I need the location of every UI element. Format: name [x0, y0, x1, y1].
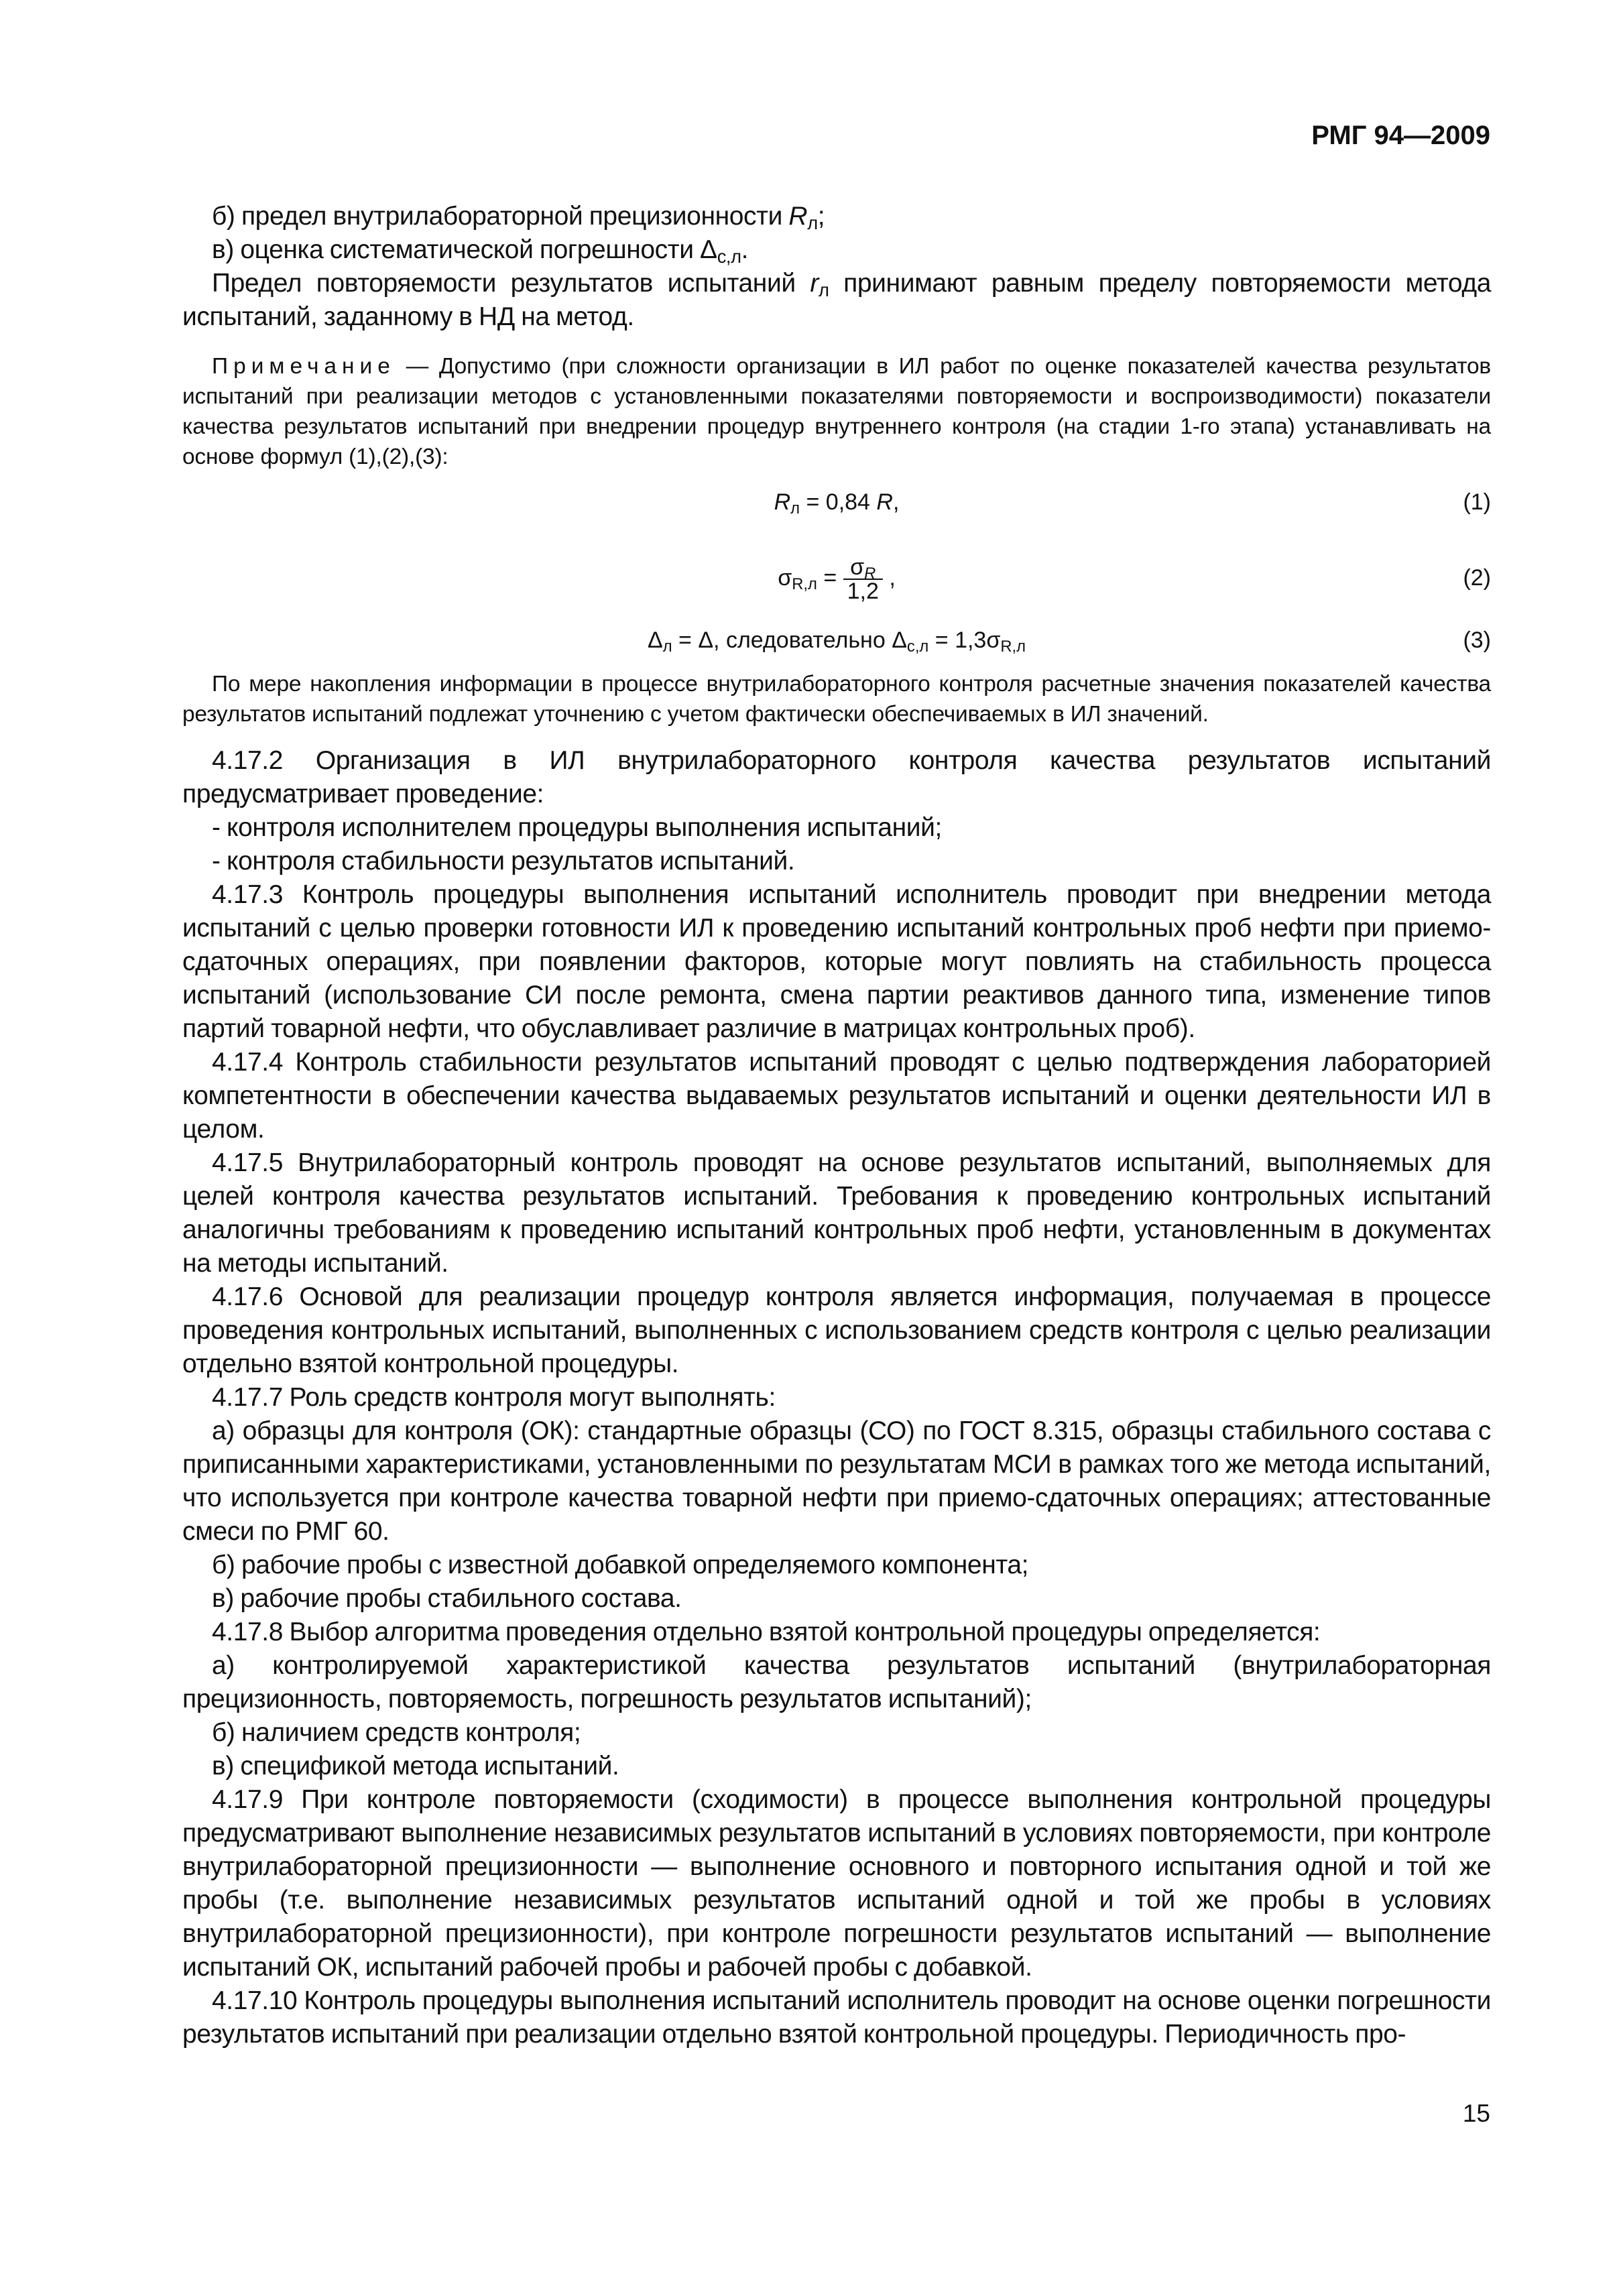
paragraph-4-17-8: 4.17.8 Выбор алгоритма проведения отдельно взятой контрольной процедуры определяется: [212, 1618, 1321, 1646]
repeatability-paragraph: Предел повторяемости результатов испытаний $r_л$ принимают равным пределу повторяемости метода испытаний, заданному в НД на метод. [182, 269, 1491, 331]
page-number: 15 [1462, 2100, 1490, 2127]
formula-number: (1) [1463, 489, 1491, 515]
list-item: в) рабочие пробы стабильного состава. [212, 1584, 682, 1613]
formula-3: $\Delta_л = \Delta$, следовательно $\Delta_{с,л} = 1,3\sigma_{R,л}$ (3) [182, 619, 1491, 661]
list-item-b: б) предел внутрилабораторной прецизионности $R_л$; [212, 202, 825, 233]
note-followup-paragraph: По мере накопления информации в процессе внутрилабораторного контроля расчетные значения показателей качества результатов испытаний подлежат уточнению с учетом фактически обеспечиваемых в ИЛ значений. [182, 672, 1491, 727]
list-item: а) контролируемой характеристикой качества результатов испытаний (внутрилабораторная прецизионность, повторяемость, погрешность результатов испытаний); [182, 1651, 1491, 1713]
document-code-header: РМГ 94—2009 [1311, 121, 1490, 150]
formula-2: $\sigma_{R,л}$ = $\frac{\sigma_R}{1,2}$ , (2) [182, 551, 1491, 605]
fraction: $\frac{\sigma_R}{1,2}$ [843, 556, 883, 603]
list-item: в) спецификой метода испытаний. [212, 1752, 619, 1780]
list-item: - контроля стабильности результатов испытаний. [212, 847, 795, 875]
formula-number: (3) [1463, 627, 1491, 653]
list-item: а) образцы для контроля (ОК): стандартные образцы (СО) по ГОСТ 8.315, образцы стабильного состава с приписанными характеристиками, установленными по результатам МСИ в рамках того же метода испытаний, что используется при контроле качества товарной нефти при приемо-сдаточных операциях; аттестованные смеси по РМГ 60. [182, 1416, 1491, 1546]
paragraph-4-17-3: 4.17.3 Контроль процедуры выполнения испытаний исполнитель проводит при внедрении метода испытаний с целью проверки готовности ИЛ к проведению испытаний контрольных проб нефти при приемо-сдаточных операциях, при появлении факторов, которые могут повлиять на стабильность процесса испытаний (использование СИ после ремонта, смена партии реактивов данного типа, изменение типов партий товарной нефти, что обуславливает различие в матрицах контрольных проб). [182, 880, 1491, 1043]
paragraph-4-17-5: 4.17.5 Внутрилабораторный контроль проводят на основе результатов испытаний, выполняемых для целей контроля качества результатов испытаний. Требования к проведению контрольных испытаний аналогичны требованиям к проведению испытаний контрольных проб нефти, установленным в документах на методы испытаний. [182, 1148, 1491, 1278]
subscript: с,л [717, 245, 741, 267]
paragraph-4-17-10: 4.17.10 Контроль процедуры выполнения испытаний исполнитель проводит на основе оценки погрешности результатов испытаний при реализации отдельно взятой контрольной процедуры. Периодичность про- [182, 1986, 1491, 2049]
symbol-r-capital: R [788, 202, 808, 231]
formula-number: (2) [1463, 565, 1491, 591]
formula-1: $R_л = 0,84$ R, (1) [182, 481, 1491, 523]
list-item-v: в) оценка систематической погрешности $\Delta_{с,л}$. [212, 235, 749, 267]
symbol-r-small: r [810, 269, 819, 298]
paragraph-4-17-2: 4.17.2 Организация в ИЛ внутрилабораторного контроля качества результатов испытаний предусматривает проведение: [182, 746, 1491, 808]
paragraph-4-17-4: 4.17.4 Контроль стабильности результатов испытаний проводят с целью подтверждения лабораторией компетентности в обеспечении качества выдаваемых результатов испытаний и оценки деятельности ИЛ в целом. [182, 1048, 1491, 1144]
note-paragraph: Примечание — Допустимо (при сложности организации в ИЛ работ по оценке показателей качества результатов испытаний при реализации методов с установленными показателями повторяемости и воспроизводимости) показатели качества результатов испытаний при внедрении процедур внутреннего контроля (на стадии 1-го этапа) устанавливать на основе формул (1),(2),(3): [182, 354, 1491, 469]
subscript: л [818, 279, 829, 300]
paragraph-4-17-7: 4.17.7 Роль средств контроля могут выполнять: [212, 1383, 776, 1412]
symbol-delta: Δ [700, 235, 717, 264]
paragraph-4-17-6: 4.17.6 Основой для реализации процедур контроля является информация, получаемая в процессе проведения контрольных испытаний, выполненных с использованием средств контроля с целью реализации отдельно взятой контрольной процедуры. [182, 1282, 1491, 1378]
list-item: б) рабочие пробы с известной добавкой определяемого компонента; [212, 1551, 1029, 1579]
list-item: б) наличием средств контроля; [212, 1718, 581, 1747]
page-content [182, 200, 1491, 2051]
list-item: - контроля исполнителем процедуры выполнения испытаний; [212, 813, 942, 842]
paragraph-4-17-9: 4.17.9 При контроле повторяемости (сходимости) в процессе выполнения контрольной процедуры предусматривают выполнение независимых результатов испытаний в условиях повторяемости, при контроле внутрилабораторной прецизионности — выполнение основного и повторного испытания одной и той же пробы (т.е. выполнение независимых результатов испытаний одной и той же пробы в условиях внутрилабораторной прецизионности), при контроле погрешности результатов испытаний — выполнение испытаний ОК, испытаний рабочей пробы и рабочей пробы с добавкой. [182, 1785, 1491, 1982]
note-label: Примечание [212, 354, 396, 379]
subscript: л [807, 212, 818, 233]
